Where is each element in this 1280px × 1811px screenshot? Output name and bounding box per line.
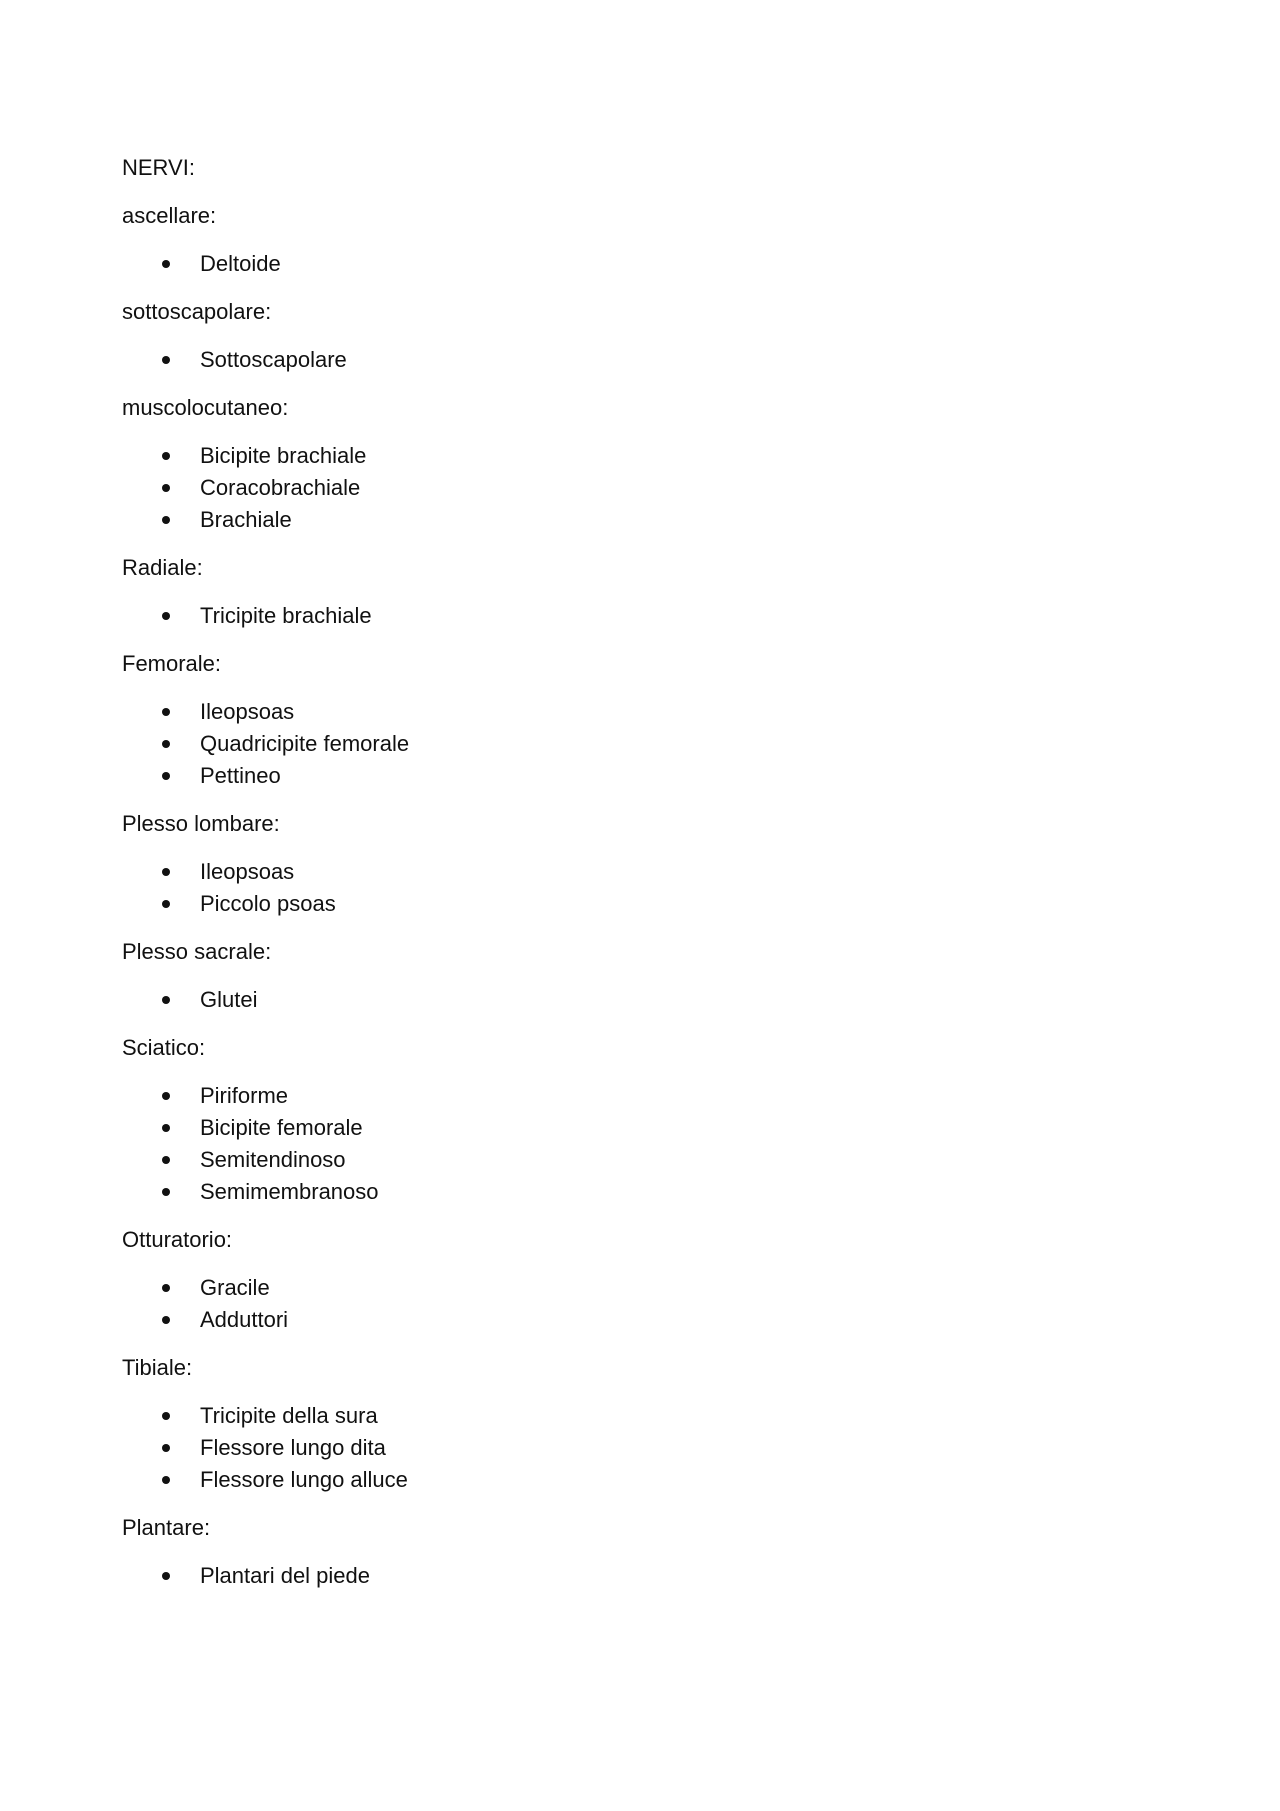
list-item-text: Tricipite della sura	[200, 1403, 378, 1428]
list-item	[122, 1464, 1122, 1496]
list-item	[122, 728, 1122, 760]
list-item	[122, 1304, 1122, 1336]
bullet-icon	[162, 1316, 170, 1324]
list-item	[122, 1112, 1122, 1144]
bullet-icon	[162, 1476, 170, 1484]
bullet-icon	[162, 900, 170, 908]
bullet-icon	[162, 1156, 170, 1164]
list-item-text: Semimembranoso	[200, 1179, 379, 1204]
bullet-icon	[162, 1412, 170, 1420]
section-heading: Sciatico:	[122, 1035, 206, 1060]
list-item-text: Piccolo psoas	[200, 891, 336, 916]
section-heading: ascellare:	[122, 203, 217, 228]
list-item	[122, 1176, 1122, 1208]
list-item-text: Gracile	[200, 1275, 270, 1300]
section-heading: Radiale:	[122, 555, 203, 580]
section-heading: Plesso lombare:	[122, 811, 280, 836]
list-item-text: Glutei	[200, 987, 258, 1012]
list-item	[122, 1272, 1122, 1304]
bullet-list	[122, 1400, 1122, 1496]
bullet-icon	[162, 740, 170, 748]
section-heading: Plantare:	[122, 1515, 211, 1540]
list-item	[122, 696, 1122, 728]
bullet-list	[122, 440, 1122, 536]
bullet-icon	[162, 996, 170, 1004]
section-heading: Tibiale:	[122, 1355, 193, 1380]
list-item	[122, 344, 1122, 376]
list-item-text: Ileopsoas	[200, 699, 295, 724]
list-item	[122, 1144, 1122, 1176]
bullet-list	[122, 1272, 1122, 1336]
list-item-text: Piriforme	[200, 1083, 289, 1108]
bullet-list	[122, 856, 1122, 920]
bullet-icon	[162, 484, 170, 492]
document-body	[122, 152, 1122, 1608]
list-item	[122, 984, 1122, 1016]
bullet-icon	[162, 1444, 170, 1452]
list-item	[122, 1432, 1122, 1464]
list-item-text: Flessore lungo alluce	[200, 1467, 408, 1492]
list-item-text: Brachiale	[200, 507, 292, 532]
list-item-text: Sottoscapolare	[200, 347, 347, 372]
list-item-text: Bicipite brachiale	[200, 443, 367, 468]
list-item-text: Pettineo	[200, 763, 281, 788]
list-item-text: Semitendinoso	[200, 1147, 346, 1172]
list-item	[122, 888, 1122, 920]
list-item-text: Ileopsoas	[200, 859, 295, 884]
section-heading: Plesso sacrale:	[122, 939, 272, 964]
list-item	[122, 856, 1122, 888]
list-item	[122, 1400, 1122, 1432]
bullet-list	[122, 696, 1122, 792]
bullet-icon	[162, 516, 170, 524]
list-item-text: Bicipite femorale	[200, 1115, 363, 1140]
bullet-icon	[162, 1572, 170, 1580]
list-item-text: Flessore lungo dita	[200, 1435, 386, 1460]
bullet-icon	[162, 612, 170, 620]
bullet-list	[122, 1080, 1122, 1208]
list-item	[122, 440, 1122, 472]
section-heading: Otturatorio:	[122, 1227, 233, 1252]
bullet-list	[122, 1560, 1122, 1592]
list-item	[122, 1080, 1122, 1112]
bullet-icon	[162, 260, 170, 268]
bullet-icon	[162, 356, 170, 364]
list-item-text: Plantari del piede	[200, 1563, 371, 1588]
list-item	[122, 600, 1122, 632]
bullet-icon	[162, 1124, 170, 1132]
bullet-icon	[162, 1284, 170, 1292]
list-item	[122, 504, 1122, 536]
bullet-list	[122, 984, 1122, 1016]
bullet-icon	[162, 868, 170, 876]
bullet-icon	[162, 1188, 170, 1196]
section-heading: sottoscapolare:	[122, 299, 272, 324]
list-item-text: Quadricipite femorale	[200, 731, 410, 756]
list-item	[122, 1560, 1122, 1592]
list-item	[122, 248, 1122, 280]
list-item-text: Tricipite brachiale	[200, 603, 372, 628]
section-heading: Femorale:	[122, 651, 222, 676]
bullet-icon	[162, 452, 170, 460]
bullet-icon	[162, 708, 170, 716]
list-item-text: Deltoide	[200, 251, 281, 276]
bullet-list	[122, 600, 1122, 632]
section-heading: muscolocutaneo:	[122, 395, 289, 420]
bullet-list	[122, 248, 1122, 280]
bullet-list	[122, 344, 1122, 376]
list-item-text: Coracobrachiale	[200, 475, 361, 500]
document-title: NERVI:	[122, 155, 195, 180]
list-item	[122, 760, 1122, 792]
list-item-text: Adduttori	[200, 1307, 289, 1332]
list-item	[122, 472, 1122, 504]
bullet-icon	[162, 772, 170, 780]
bullet-icon	[162, 1092, 170, 1100]
